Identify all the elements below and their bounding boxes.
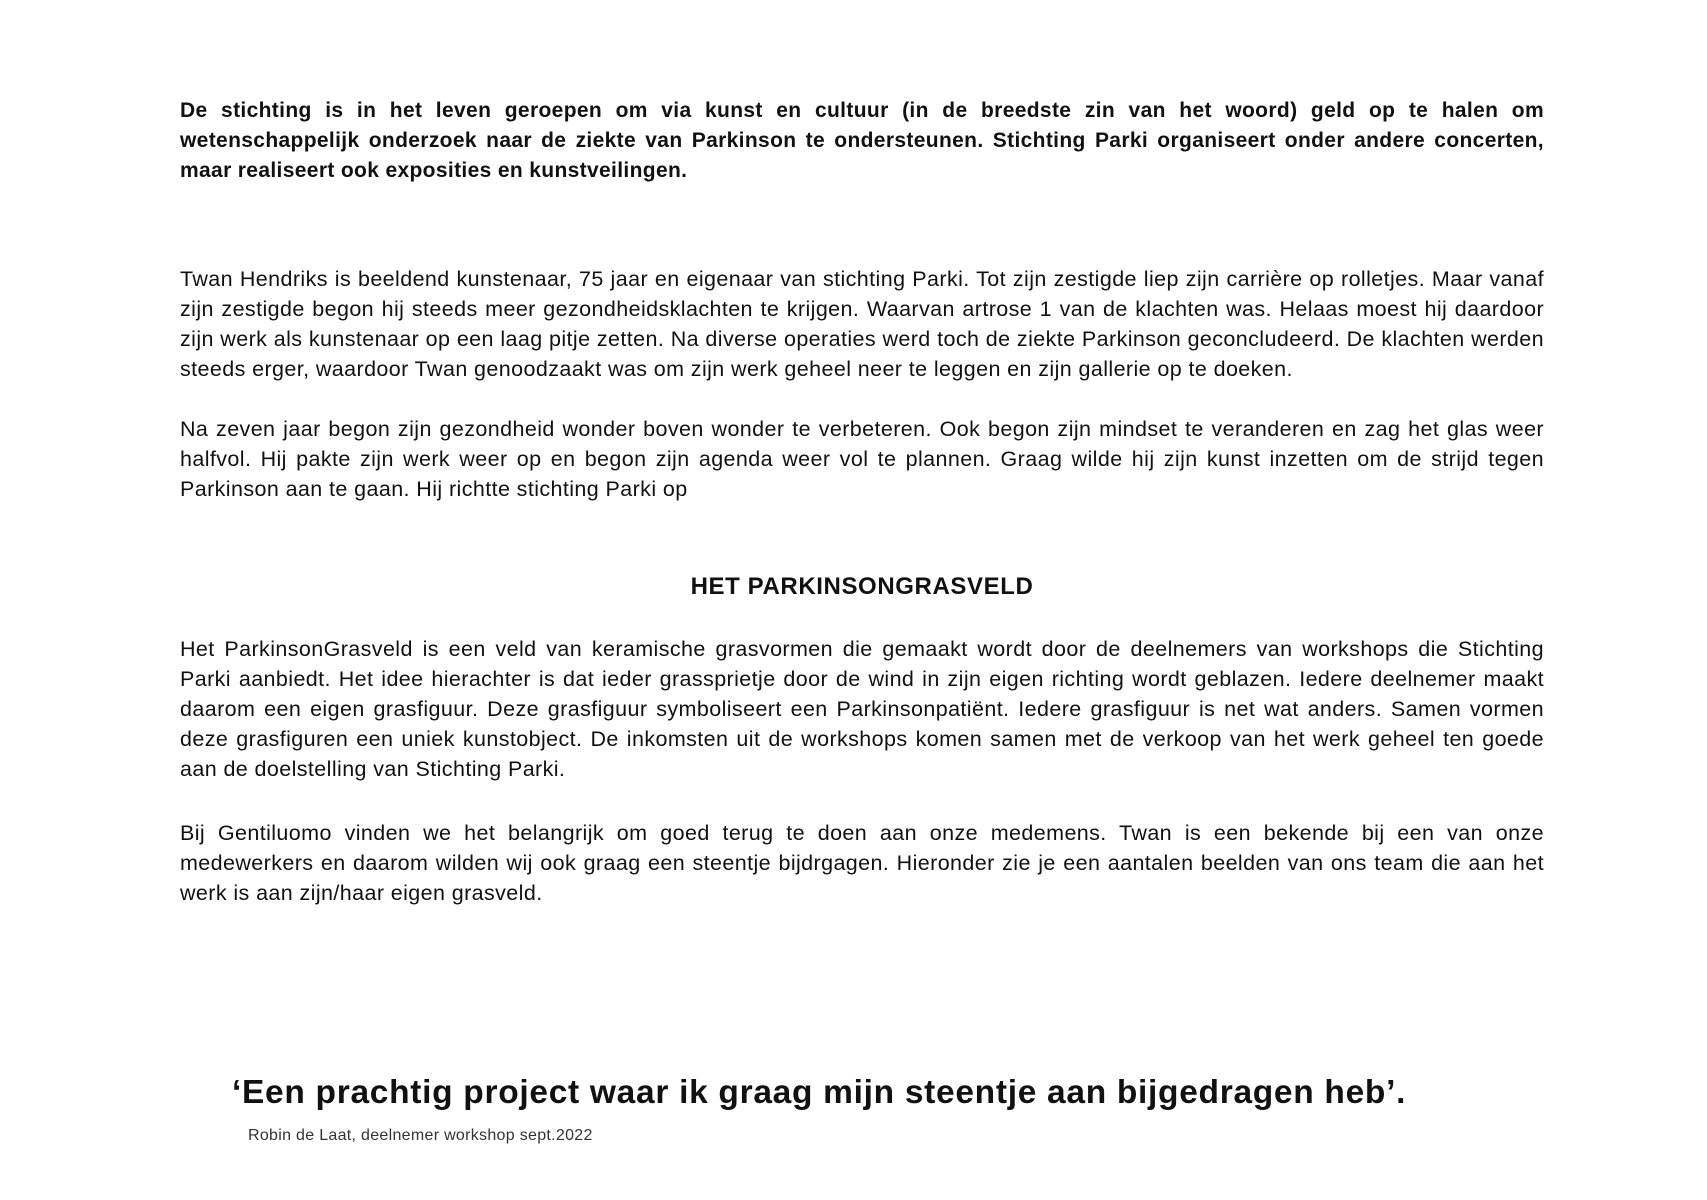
section-paragraph-2: Bij Gentiluomo vinden we het belangrijk om goed terug te doen aan onze medemens. Twan is een bekende bij een van onze medewerkers en daarom wilden wij ook graag een steentje bijdrgagen. Hieronder zie je een aantalen beelden van ons team die aan het werk is aan zijn/haar eigen grasveld. bbox=[180, 821, 1544, 905]
intro-paragraph: De stichting is in het leven geroepen om via kunst en cultuur (in de breedste zin van het woord) geld op te halen om wetenschappelijk onderzoek naar de ziekte van Parkinson te ondersteunen. Stichting Parki organiseert onder andere concerten, maar realiseert ook exposities en kunstveilingen. bbox=[180, 99, 1544, 182]
section-heading: HET PARKINSONGRASVELD bbox=[690, 573, 1034, 600]
story-paragraph-1: Twan Hendriks is beeldend kunstenaar, 75 jaar en eigenaar van stichting Parki. Tot zijn zestigde liep zijn carrière op rolletjes. Maar vanaf zijn zestigde begon hij steeds meer gezondheidsklachten te krijgen. Waarvan artrose 1 van de klachten was. Helaas moest hij daardoor zijn werk als kunstenaar op een laag pitje zetten. Na diverse operaties werd toch de ziekte Parkinson geconcludeerd. De klachten werden steeds erger, waardoor Twan genoodzaakt was om zijn werk geheel neer te leggen en zijn gallerie op te doeken. bbox=[180, 267, 1544, 381]
document-body bbox=[180, 96, 1544, 908]
story-paragraph-2: Na zeven jaar begon zijn gezondheid wonder boven wonder te verbeteren. Ook begon zijn mindset te veranderen en zag het glas weer halfvol. Hij pakte zijn werk weer op en begon zijn agenda weer vol te plannen. Graag wilde hij zijn kunst inzetten om de strijd tegen Parkinson aan te gaan. Hij richtte stichting Parki op bbox=[180, 417, 1544, 501]
quote-attribution: Robin de Laat, deelnemer workshop sept.2022 bbox=[248, 1127, 593, 1144]
pull-quote: ‘Een prachtig project waar ik graag mijn steentje aan bijgedragen heb’. bbox=[232, 1074, 1407, 1111]
section-paragraph-1: Het ParkinsonGrasveld is een veld van keramische grasvormen die gemaakt wordt door de deelnemers van workshops die Stichting Parki aanbiedt. Het idee hierachter is dat ieder grassprietje door de wind in zijn eigen richting wordt geblazen. Iedere deelnemer maakt daarom een eigen grasfiguur. Deze grasfiguur symboliseert een Parkinsonpatiënt. Iedere grasfiguur is net wat anders. Samen vormen deze grasfiguren een uniek kunstobject. De inkomsten uit de workshops komen samen met de verkoop van het werk geheel ten goede aan de doelstelling van Stichting Parki. bbox=[180, 637, 1544, 781]
